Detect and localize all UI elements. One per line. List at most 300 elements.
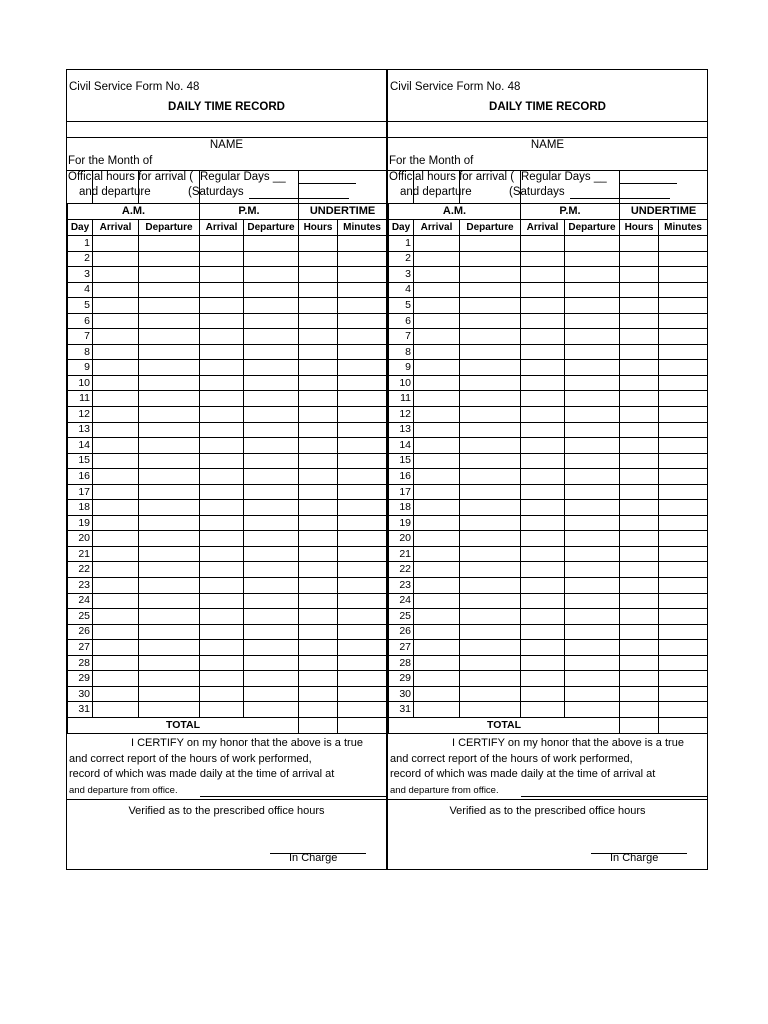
time-entry-cell[interactable] xyxy=(521,702,565,718)
total-entry-cell[interactable] xyxy=(299,717,338,733)
time-entry-cell[interactable] xyxy=(460,655,521,671)
time-entry-cell[interactable] xyxy=(200,313,244,329)
time-entry-cell[interactable] xyxy=(200,453,244,469)
time-entry-cell[interactable] xyxy=(93,407,139,423)
time-entry-cell[interactable] xyxy=(521,609,565,625)
time-entry-cell[interactable] xyxy=(338,360,387,376)
time-entry-cell[interactable] xyxy=(139,407,200,423)
time-entry-cell[interactable] xyxy=(244,484,299,500)
time-entry-cell[interactable] xyxy=(521,593,565,609)
time-entry-cell[interactable] xyxy=(460,329,521,345)
time-entry-cell[interactable] xyxy=(139,500,200,516)
time-entry-cell[interactable] xyxy=(565,655,620,671)
time-entry-cell[interactable] xyxy=(338,344,387,360)
time-entry-cell[interactable] xyxy=(338,375,387,391)
time-entry-cell[interactable] xyxy=(659,407,708,423)
time-entry-cell[interactable] xyxy=(620,438,659,454)
time-entry-cell[interactable] xyxy=(200,375,244,391)
time-entry-cell[interactable] xyxy=(244,686,299,702)
time-entry-cell[interactable] xyxy=(414,484,460,500)
time-entry-cell[interactable] xyxy=(460,313,521,329)
time-entry-cell[interactable] xyxy=(414,562,460,578)
time-entry-cell[interactable] xyxy=(338,671,387,687)
time-entry-cell[interactable] xyxy=(299,624,338,640)
time-entry-cell[interactable] xyxy=(93,282,139,298)
time-entry-cell[interactable] xyxy=(93,422,139,438)
time-entry-cell[interactable] xyxy=(460,578,521,594)
time-entry-cell[interactable] xyxy=(565,500,620,516)
time-entry-cell[interactable] xyxy=(521,686,565,702)
time-entry-cell[interactable] xyxy=(200,546,244,562)
time-entry-cell[interactable] xyxy=(521,671,565,687)
time-entry-cell[interactable] xyxy=(93,531,139,547)
time-entry-cell[interactable] xyxy=(299,531,338,547)
time-entry-cell[interactable] xyxy=(565,593,620,609)
time-entry-cell[interactable] xyxy=(244,609,299,625)
time-entry-cell[interactable] xyxy=(620,298,659,314)
time-entry-cell[interactable] xyxy=(460,282,521,298)
time-entry-cell[interactable] xyxy=(659,578,708,594)
time-entry-cell[interactable] xyxy=(139,546,200,562)
time-entry-cell[interactable] xyxy=(620,609,659,625)
time-entry-cell[interactable] xyxy=(460,344,521,360)
time-entry-cell[interactable] xyxy=(565,422,620,438)
time-entry-cell[interactable] xyxy=(200,329,244,345)
time-entry-cell[interactable] xyxy=(414,391,460,407)
time-entry-cell[interactable] xyxy=(139,391,200,407)
saturdays-field[interactable] xyxy=(570,198,670,199)
time-entry-cell[interactable] xyxy=(244,515,299,531)
time-entry-cell[interactable] xyxy=(460,484,521,500)
time-entry-cell[interactable] xyxy=(244,267,299,283)
time-entry-cell[interactable] xyxy=(338,546,387,562)
time-entry-cell[interactable] xyxy=(244,453,299,469)
time-entry-cell[interactable] xyxy=(338,469,387,485)
time-entry-cell[interactable] xyxy=(338,702,387,718)
time-entry-cell[interactable] xyxy=(244,671,299,687)
time-entry-cell[interactable] xyxy=(299,655,338,671)
time-entry-cell[interactable] xyxy=(414,329,460,345)
time-entry-cell[interactable] xyxy=(200,640,244,656)
time-entry-cell[interactable] xyxy=(299,671,338,687)
time-entry-cell[interactable] xyxy=(93,251,139,267)
time-entry-cell[interactable] xyxy=(659,624,708,640)
time-entry-cell[interactable] xyxy=(338,593,387,609)
time-entry-cell[interactable] xyxy=(93,438,139,454)
time-entry-cell[interactable] xyxy=(620,515,659,531)
time-entry-cell[interactable] xyxy=(460,531,521,547)
time-entry-cell[interactable] xyxy=(620,562,659,578)
saturdays-field[interactable] xyxy=(249,198,349,199)
time-entry-cell[interactable] xyxy=(620,531,659,547)
time-entry-cell[interactable] xyxy=(93,624,139,640)
time-entry-cell[interactable] xyxy=(521,655,565,671)
time-entry-cell[interactable] xyxy=(659,236,708,252)
time-entry-cell[interactable] xyxy=(338,438,387,454)
time-entry-cell[interactable] xyxy=(338,500,387,516)
time-entry-cell[interactable] xyxy=(620,546,659,562)
time-entry-cell[interactable] xyxy=(338,422,387,438)
time-entry-cell[interactable] xyxy=(620,578,659,594)
time-entry-cell[interactable] xyxy=(338,578,387,594)
time-entry-cell[interactable] xyxy=(93,453,139,469)
time-entry-cell[interactable] xyxy=(460,298,521,314)
time-entry-cell[interactable] xyxy=(139,562,200,578)
time-entry-cell[interactable] xyxy=(139,329,200,345)
time-entry-cell[interactable] xyxy=(414,438,460,454)
time-entry-cell[interactable] xyxy=(299,686,338,702)
time-entry-cell[interactable] xyxy=(93,469,139,485)
time-entry-cell[interactable] xyxy=(244,578,299,594)
time-entry-cell[interactable] xyxy=(620,702,659,718)
time-entry-cell[interactable] xyxy=(93,562,139,578)
time-entry-cell[interactable] xyxy=(659,298,708,314)
time-entry-cell[interactable] xyxy=(414,640,460,656)
time-entry-cell[interactable] xyxy=(620,593,659,609)
time-entry-cell[interactable] xyxy=(299,282,338,298)
time-entry-cell[interactable] xyxy=(93,546,139,562)
time-entry-cell[interactable] xyxy=(620,391,659,407)
time-entry-cell[interactable] xyxy=(200,671,244,687)
time-entry-cell[interactable] xyxy=(200,251,244,267)
time-entry-cell[interactable] xyxy=(460,251,521,267)
time-entry-cell[interactable] xyxy=(139,438,200,454)
time-entry-cell[interactable] xyxy=(414,655,460,671)
time-entry-cell[interactable] xyxy=(460,640,521,656)
time-entry-cell[interactable] xyxy=(93,298,139,314)
time-entry-cell[interactable] xyxy=(521,531,565,547)
time-entry-cell[interactable] xyxy=(299,702,338,718)
time-entry-cell[interactable] xyxy=(139,298,200,314)
time-entry-cell[interactable] xyxy=(299,640,338,656)
time-entry-cell[interactable] xyxy=(200,267,244,283)
time-entry-cell[interactable] xyxy=(659,671,708,687)
time-entry-cell[interactable] xyxy=(139,702,200,718)
time-entry-cell[interactable] xyxy=(521,267,565,283)
time-entry-cell[interactable] xyxy=(460,500,521,516)
time-entry-cell[interactable] xyxy=(521,313,565,329)
time-entry-cell[interactable] xyxy=(244,391,299,407)
time-entry-cell[interactable] xyxy=(659,655,708,671)
time-entry-cell[interactable] xyxy=(244,407,299,423)
time-entry-cell[interactable] xyxy=(620,313,659,329)
time-entry-cell[interactable] xyxy=(299,562,338,578)
time-entry-cell[interactable] xyxy=(521,500,565,516)
time-entry-cell[interactable] xyxy=(620,484,659,500)
time-entry-cell[interactable] xyxy=(338,329,387,345)
time-entry-cell[interactable] xyxy=(659,640,708,656)
time-entry-cell[interactable] xyxy=(565,391,620,407)
time-entry-cell[interactable] xyxy=(565,375,620,391)
time-entry-cell[interactable] xyxy=(521,438,565,454)
time-entry-cell[interactable] xyxy=(565,313,620,329)
time-entry-cell[interactable] xyxy=(521,640,565,656)
time-entry-cell[interactable] xyxy=(460,469,521,485)
time-entry-cell[interactable] xyxy=(414,593,460,609)
time-entry-cell[interactable] xyxy=(93,640,139,656)
regular-days-field[interactable] xyxy=(298,183,356,184)
time-entry-cell[interactable] xyxy=(244,546,299,562)
time-entry-cell[interactable] xyxy=(659,453,708,469)
time-entry-cell[interactable] xyxy=(139,453,200,469)
time-entry-cell[interactable] xyxy=(93,702,139,718)
time-entry-cell[interactable] xyxy=(620,453,659,469)
time-entry-cell[interactable] xyxy=(620,282,659,298)
time-entry-cell[interactable] xyxy=(414,702,460,718)
time-entry-cell[interactable] xyxy=(414,531,460,547)
time-entry-cell[interactable] xyxy=(565,469,620,485)
time-entry-cell[interactable] xyxy=(139,236,200,252)
time-entry-cell[interactable] xyxy=(414,686,460,702)
time-entry-cell[interactable] xyxy=(93,500,139,516)
time-entry-cell[interactable] xyxy=(620,624,659,640)
time-entry-cell[interactable] xyxy=(620,329,659,345)
time-entry-cell[interactable] xyxy=(200,531,244,547)
time-entry-cell[interactable] xyxy=(659,375,708,391)
time-entry-cell[interactable] xyxy=(460,609,521,625)
time-entry-cell[interactable] xyxy=(200,484,244,500)
time-entry-cell[interactable] xyxy=(93,344,139,360)
time-entry-cell[interactable] xyxy=(139,313,200,329)
time-entry-cell[interactable] xyxy=(565,267,620,283)
time-entry-cell[interactable] xyxy=(200,655,244,671)
time-entry-cell[interactable] xyxy=(244,282,299,298)
time-entry-cell[interactable] xyxy=(200,298,244,314)
time-entry-cell[interactable] xyxy=(244,593,299,609)
time-entry-cell[interactable] xyxy=(414,267,460,283)
time-entry-cell[interactable] xyxy=(200,391,244,407)
time-entry-cell[interactable] xyxy=(200,624,244,640)
time-entry-cell[interactable] xyxy=(299,500,338,516)
time-entry-cell[interactable] xyxy=(460,686,521,702)
time-entry-cell[interactable] xyxy=(338,562,387,578)
time-entry-cell[interactable] xyxy=(565,407,620,423)
time-entry-cell[interactable] xyxy=(299,407,338,423)
time-entry-cell[interactable] xyxy=(93,515,139,531)
time-entry-cell[interactable] xyxy=(299,391,338,407)
time-entry-cell[interactable] xyxy=(244,298,299,314)
time-entry-cell[interactable] xyxy=(414,453,460,469)
time-entry-cell[interactable] xyxy=(414,236,460,252)
time-entry-cell[interactable] xyxy=(659,546,708,562)
time-entry-cell[interactable] xyxy=(200,593,244,609)
time-entry-cell[interactable] xyxy=(244,329,299,345)
time-entry-cell[interactable] xyxy=(414,578,460,594)
time-entry-cell[interactable] xyxy=(521,453,565,469)
time-entry-cell[interactable] xyxy=(460,546,521,562)
time-entry-cell[interactable] xyxy=(338,609,387,625)
time-entry-cell[interactable] xyxy=(299,360,338,376)
time-entry-cell[interactable] xyxy=(565,624,620,640)
time-entry-cell[interactable] xyxy=(338,236,387,252)
time-entry-cell[interactable] xyxy=(521,515,565,531)
time-entry-cell[interactable] xyxy=(620,251,659,267)
time-entry-cell[interactable] xyxy=(338,624,387,640)
time-entry-cell[interactable] xyxy=(521,624,565,640)
time-entry-cell[interactable] xyxy=(93,593,139,609)
time-entry-cell[interactable] xyxy=(565,531,620,547)
time-entry-cell[interactable] xyxy=(244,562,299,578)
time-entry-cell[interactable] xyxy=(139,515,200,531)
total-entry-cell[interactable] xyxy=(338,717,387,733)
time-entry-cell[interactable] xyxy=(460,671,521,687)
time-entry-cell[interactable] xyxy=(414,360,460,376)
time-entry-cell[interactable] xyxy=(200,702,244,718)
time-entry-cell[interactable] xyxy=(659,360,708,376)
time-entry-cell[interactable] xyxy=(200,407,244,423)
time-entry-cell[interactable] xyxy=(200,686,244,702)
time-entry-cell[interactable] xyxy=(200,562,244,578)
time-entry-cell[interactable] xyxy=(659,484,708,500)
time-entry-cell[interactable] xyxy=(460,375,521,391)
time-entry-cell[interactable] xyxy=(414,546,460,562)
time-entry-cell[interactable] xyxy=(200,469,244,485)
time-entry-cell[interactable] xyxy=(521,298,565,314)
time-entry-cell[interactable] xyxy=(620,360,659,376)
time-entry-cell[interactable] xyxy=(200,500,244,516)
time-entry-cell[interactable] xyxy=(139,655,200,671)
time-entry-cell[interactable] xyxy=(565,562,620,578)
time-entry-cell[interactable] xyxy=(414,671,460,687)
time-entry-cell[interactable] xyxy=(521,546,565,562)
time-entry-cell[interactable] xyxy=(244,375,299,391)
time-entry-cell[interactable] xyxy=(338,407,387,423)
time-entry-cell[interactable] xyxy=(565,640,620,656)
time-entry-cell[interactable] xyxy=(338,640,387,656)
time-entry-cell[interactable] xyxy=(521,484,565,500)
time-entry-cell[interactable] xyxy=(139,531,200,547)
time-entry-cell[interactable] xyxy=(299,313,338,329)
time-entry-cell[interactable] xyxy=(338,313,387,329)
time-entry-cell[interactable] xyxy=(620,422,659,438)
time-entry-cell[interactable] xyxy=(620,407,659,423)
time-entry-cell[interactable] xyxy=(200,422,244,438)
time-entry-cell[interactable] xyxy=(299,344,338,360)
time-entry-cell[interactable] xyxy=(299,251,338,267)
time-entry-cell[interactable] xyxy=(565,686,620,702)
time-entry-cell[interactable] xyxy=(139,251,200,267)
time-entry-cell[interactable] xyxy=(620,671,659,687)
time-entry-cell[interactable] xyxy=(139,282,200,298)
time-entry-cell[interactable] xyxy=(244,236,299,252)
time-entry-cell[interactable] xyxy=(299,609,338,625)
time-entry-cell[interactable] xyxy=(244,655,299,671)
time-entry-cell[interactable] xyxy=(565,453,620,469)
time-entry-cell[interactable] xyxy=(414,422,460,438)
time-entry-cell[interactable] xyxy=(460,562,521,578)
time-entry-cell[interactable] xyxy=(299,578,338,594)
time-entry-cell[interactable] xyxy=(414,251,460,267)
time-entry-cell[interactable] xyxy=(659,702,708,718)
employee-signature-line[interactable] xyxy=(521,796,707,797)
time-entry-cell[interactable] xyxy=(521,469,565,485)
time-entry-cell[interactable] xyxy=(299,546,338,562)
time-entry-cell[interactable] xyxy=(299,515,338,531)
time-entry-cell[interactable] xyxy=(299,267,338,283)
time-entry-cell[interactable] xyxy=(244,313,299,329)
time-entry-cell[interactable] xyxy=(200,609,244,625)
time-entry-cell[interactable] xyxy=(93,655,139,671)
time-entry-cell[interactable] xyxy=(521,391,565,407)
time-entry-cell[interactable] xyxy=(659,531,708,547)
time-entry-cell[interactable] xyxy=(93,671,139,687)
time-entry-cell[interactable] xyxy=(139,640,200,656)
time-entry-cell[interactable] xyxy=(460,438,521,454)
time-entry-cell[interactable] xyxy=(460,593,521,609)
time-entry-cell[interactable] xyxy=(299,484,338,500)
time-entry-cell[interactable] xyxy=(460,236,521,252)
time-entry-cell[interactable] xyxy=(338,298,387,314)
time-entry-cell[interactable] xyxy=(414,469,460,485)
time-entry-cell[interactable] xyxy=(244,422,299,438)
time-entry-cell[interactable] xyxy=(565,609,620,625)
time-entry-cell[interactable] xyxy=(93,609,139,625)
time-entry-cell[interactable] xyxy=(659,562,708,578)
time-entry-cell[interactable] xyxy=(200,515,244,531)
time-entry-cell[interactable] xyxy=(521,578,565,594)
time-entry-cell[interactable] xyxy=(414,282,460,298)
time-entry-cell[interactable] xyxy=(299,469,338,485)
time-entry-cell[interactable] xyxy=(659,251,708,267)
time-entry-cell[interactable] xyxy=(244,360,299,376)
time-entry-cell[interactable] xyxy=(620,344,659,360)
time-entry-cell[interactable] xyxy=(460,407,521,423)
time-entry-cell[interactable] xyxy=(659,593,708,609)
time-entry-cell[interactable] xyxy=(414,515,460,531)
time-entry-cell[interactable] xyxy=(565,702,620,718)
time-entry-cell[interactable] xyxy=(200,282,244,298)
time-entry-cell[interactable] xyxy=(565,236,620,252)
time-entry-cell[interactable] xyxy=(521,562,565,578)
time-entry-cell[interactable] xyxy=(620,236,659,252)
time-entry-cell[interactable] xyxy=(338,655,387,671)
time-entry-cell[interactable] xyxy=(139,360,200,376)
time-entry-cell[interactable] xyxy=(521,236,565,252)
time-entry-cell[interactable] xyxy=(139,469,200,485)
time-entry-cell[interactable] xyxy=(139,686,200,702)
time-entry-cell[interactable] xyxy=(565,484,620,500)
time-entry-cell[interactable] xyxy=(93,360,139,376)
time-entry-cell[interactable] xyxy=(338,686,387,702)
regular-days-field[interactable] xyxy=(619,183,677,184)
time-entry-cell[interactable] xyxy=(139,267,200,283)
time-entry-cell[interactable] xyxy=(244,438,299,454)
time-entry-cell[interactable] xyxy=(93,375,139,391)
time-entry-cell[interactable] xyxy=(244,702,299,718)
time-entry-cell[interactable] xyxy=(620,686,659,702)
time-entry-cell[interactable] xyxy=(659,344,708,360)
time-entry-cell[interactable] xyxy=(414,407,460,423)
time-entry-cell[interactable] xyxy=(565,282,620,298)
time-entry-cell[interactable] xyxy=(299,453,338,469)
time-entry-cell[interactable] xyxy=(414,375,460,391)
time-entry-cell[interactable] xyxy=(659,469,708,485)
time-entry-cell[interactable] xyxy=(460,515,521,531)
time-entry-cell[interactable] xyxy=(565,546,620,562)
time-entry-cell[interactable] xyxy=(200,578,244,594)
time-entry-cell[interactable] xyxy=(139,671,200,687)
time-entry-cell[interactable] xyxy=(299,236,338,252)
time-entry-cell[interactable] xyxy=(565,251,620,267)
total-entry-cell[interactable] xyxy=(659,717,708,733)
time-entry-cell[interactable] xyxy=(414,298,460,314)
time-entry-cell[interactable] xyxy=(139,484,200,500)
time-entry-cell[interactable] xyxy=(93,313,139,329)
time-entry-cell[interactable] xyxy=(93,267,139,283)
employee-signature-line[interactable] xyxy=(200,796,386,797)
time-entry-cell[interactable] xyxy=(414,609,460,625)
time-entry-cell[interactable] xyxy=(565,298,620,314)
